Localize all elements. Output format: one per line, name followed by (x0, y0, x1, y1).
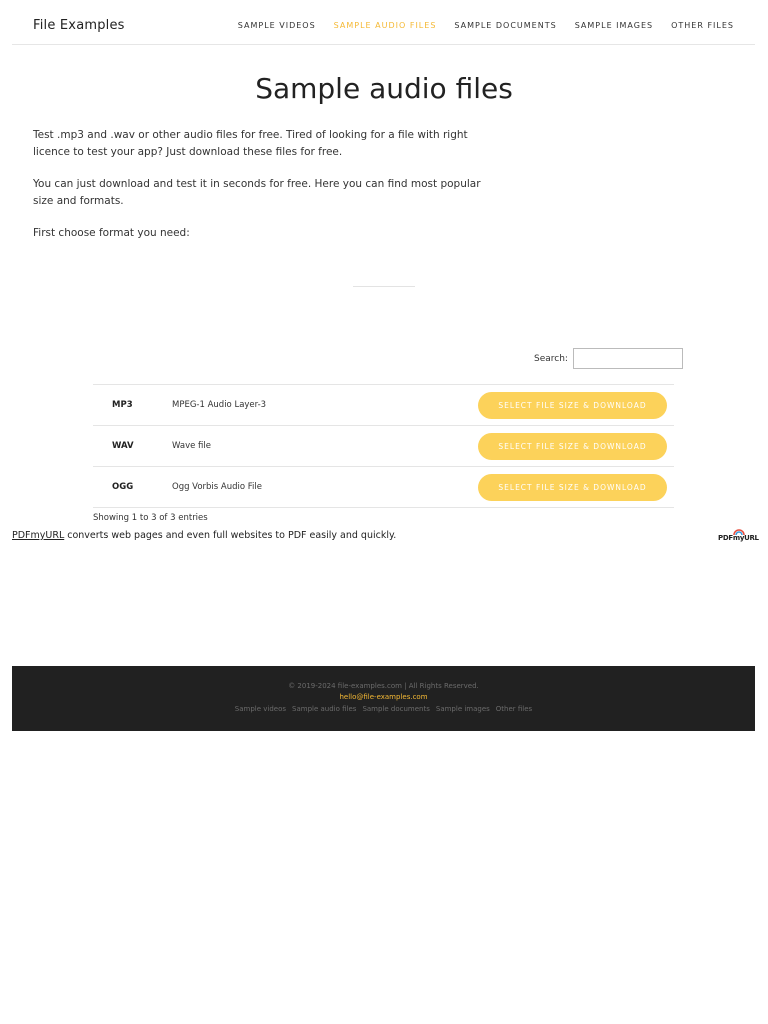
site-logo[interactable]: File Examples (33, 18, 125, 33)
format-description: Ogg Vorbis Audio File (172, 482, 263, 492)
intro-paragraph-3: First choose format you need: (33, 227, 190, 239)
pdfmyurl-banner (12, 530, 396, 541)
nav-other-files[interactable]: OTHER FILES (671, 21, 734, 30)
nav-sample-audio-files[interactable]: SAMPLE AUDIO FILES (333, 21, 437, 30)
site-header (12, 0, 755, 45)
pdfmyurl-text: converts web pages and even full websites to PDF easily and quickly. (64, 530, 397, 541)
table-search (534, 348, 683, 369)
select-ogg-download-button[interactable]: SELECT FILE SIZE & DOWNLOAD (478, 474, 667, 501)
pdfmyurl-link[interactable]: PDFmyURL (12, 530, 65, 541)
select-mp3-download-button[interactable]: SELECT FILE SIZE & DOWNLOAD (478, 392, 667, 419)
page-title: Sample audio files (255, 72, 513, 105)
main-nav (238, 21, 734, 30)
format-description: MPEG-1 Audio Layer-3 (172, 400, 267, 410)
site-footer (12, 666, 755, 731)
format-description: Wave file (172, 441, 211, 451)
nav-sample-documents[interactable]: SAMPLE DOCUMENTS (454, 21, 557, 30)
intro-text (33, 127, 495, 258)
search-input[interactable] (573, 348, 683, 369)
footer-link-other-files[interactable]: Other files (495, 705, 533, 713)
pdfmyurl-logo-text: PDFmyURL (718, 534, 759, 542)
footer-email-link[interactable]: hello@file-examples.com (339, 693, 428, 701)
footer-link-sample-audio-files[interactable]: Sample audio files (292, 705, 357, 713)
nav-sample-videos[interactable]: SAMPLE VIDEOS (237, 21, 316, 30)
footer-link-sample-images[interactable]: Sample images (435, 705, 490, 713)
table-info: Showing 1 to 3 of 3 entries (93, 513, 208, 523)
intro-paragraph-1: Test .mp3 and .wav or other audio files for free. Tired of looking for a file with right licence to test your app? Just download these files for free. (33, 129, 468, 158)
search-label: Search: (534, 353, 568, 364)
table-row (93, 426, 674, 467)
select-wav-download-button[interactable]: SELECT FILE SIZE & DOWNLOAD (478, 433, 667, 460)
table-row (93, 385, 674, 426)
format-name: WAV (112, 441, 134, 451)
nav-sample-images[interactable]: SAMPLE IMAGES (574, 21, 654, 30)
pdfmyurl-logo[interactable] (718, 529, 758, 545)
footer-links (12, 705, 755, 713)
format-name: OGG (112, 482, 134, 492)
footer-link-sample-videos[interactable]: Sample videos (234, 705, 287, 713)
footer-link-sample-documents[interactable]: Sample documents (362, 705, 430, 713)
section-divider (353, 286, 415, 287)
footer-copyright: © 2019-2024 file-examples.com | All Rights Reserved. (288, 682, 479, 690)
table-row (93, 467, 674, 508)
format-name: MP3 (112, 400, 133, 410)
intro-paragraph-2: You can just download and test it in seconds for free. Here you can find most popular size and formats. (33, 178, 481, 207)
formats-table (93, 384, 674, 508)
